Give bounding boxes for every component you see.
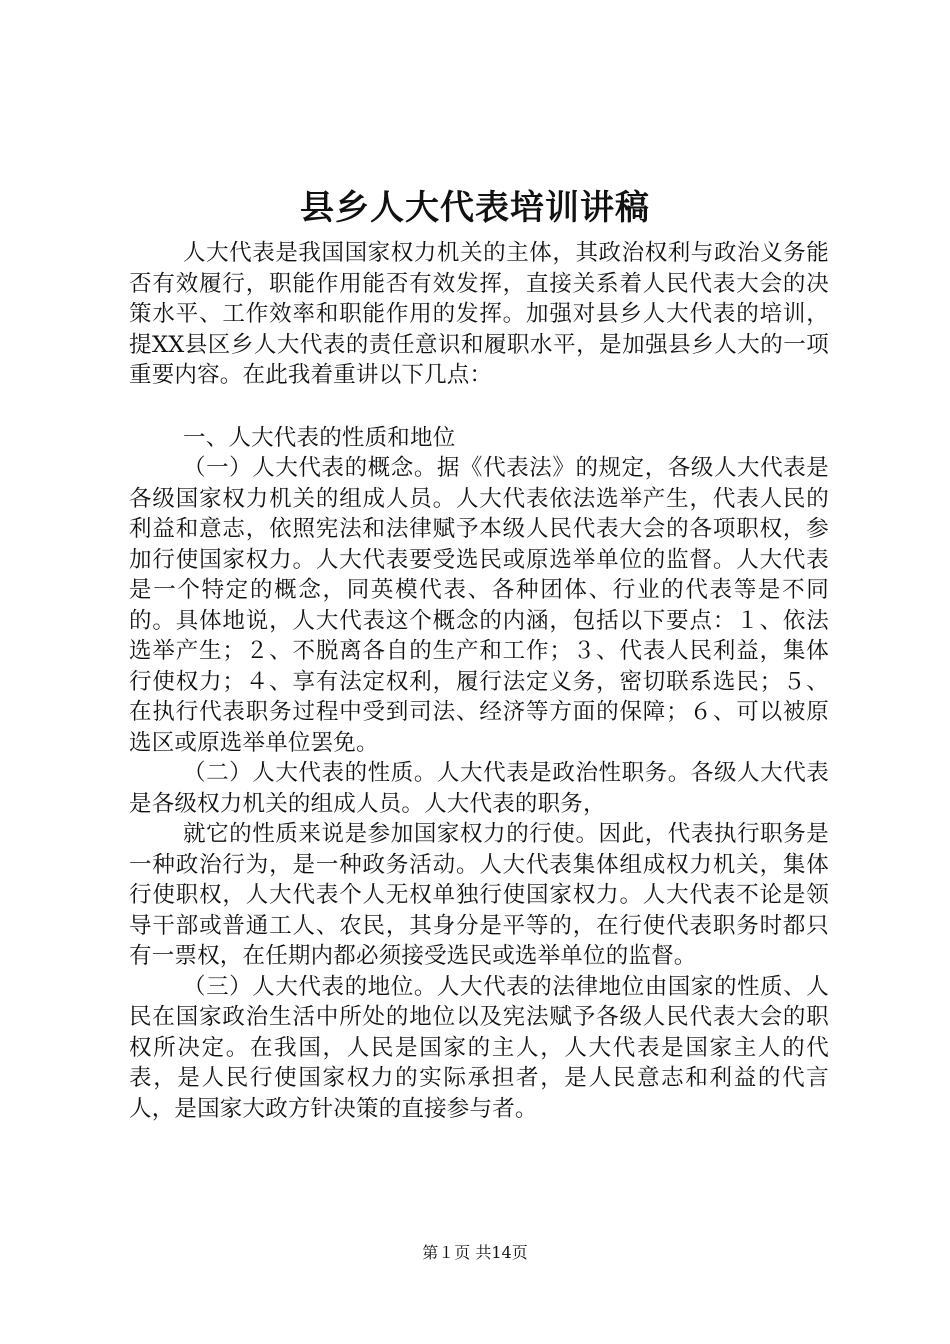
body-paragraph: （三）人大代表的地位。人大代表的法律地位由国家的性质、人民在国家政治生活中所处的地位以及宪法赋予各级人民代表大会的职权所决定。在我国，人民是国家的主人，人大代表是国家主人的代表，是人民行使国家权力的实际承担者，是人民意志和利益的代言人，是国家大政方针决策的直接参与者。 — [129, 973, 829, 1122]
document-body — [129, 238, 829, 1124]
body-paragraph: （二）人大代表的性质。人大代表是政治性职务。各级人大代表是各级权力机关的组成人员。人大代表的职务， — [129, 760, 829, 817]
paragraph-spacer — [129, 391, 829, 423]
body-paragraph: 就它的性质来说是参加国家权力的行使。因此，代表执行职务是一种政治行为，是一种政务活动。人大代表集体组成权力机关，集体行使职权，人大代表个人无权单独行使国家权力。人大代表不论是领导干部或普通工人、农民，其身分是平等的，在行使代表职务时都只有一票权，在任期内都必须接受选民或选举单位的监督。 — [129, 821, 829, 969]
intro-paragraph: 人大代表是我国国家权力机关的主体，其政治权利与政治义务能否有效履行，职能作用能否有效发挥，直接关系着人民代表大会的决策水平、工作效率和职能作用的发挥。加强对县乡人大代表的培训，提XX县区乡人大代表的责任意识和履职水平，是加强县乡人大的一项重要内容。在此我着重讲以下几点： — [129, 240, 829, 388]
body-paragraph: （一）人大代表的概念。据《代表法》的规定，各级人大代表是各级国家权力机关的组成人员。人大代表依法选举产生，代表人民的利益和意志，依照宪法和法律赋予本级人民代表大会的各项职权，参加行使国家权力。人大代表要受选民或原选举单位的监督。人大代表是一个特定的概念，同英模代表、各种团体、行业的代表等是不同的。具体地说，人大代表这个概念的内涵，包括以下要点：１、依法选举产生；２、不脱离各自的生产和工作；３、代表人民利益，集体行使权力；４、享有法定权利，履行法定义务，密切联系选民；５、在执行代表职务过程中受到司法、经济等方面的保障；６、可以被原选区或原选举单位罢免。 — [129, 455, 829, 756]
page-footer: 第１页 共14页 — [422, 1243, 528, 1262]
section-heading: 一、人大代表的性质和地位 — [183, 424, 456, 451]
document-title: 县乡人大代表培训讲稿 — [300, 188, 650, 228]
